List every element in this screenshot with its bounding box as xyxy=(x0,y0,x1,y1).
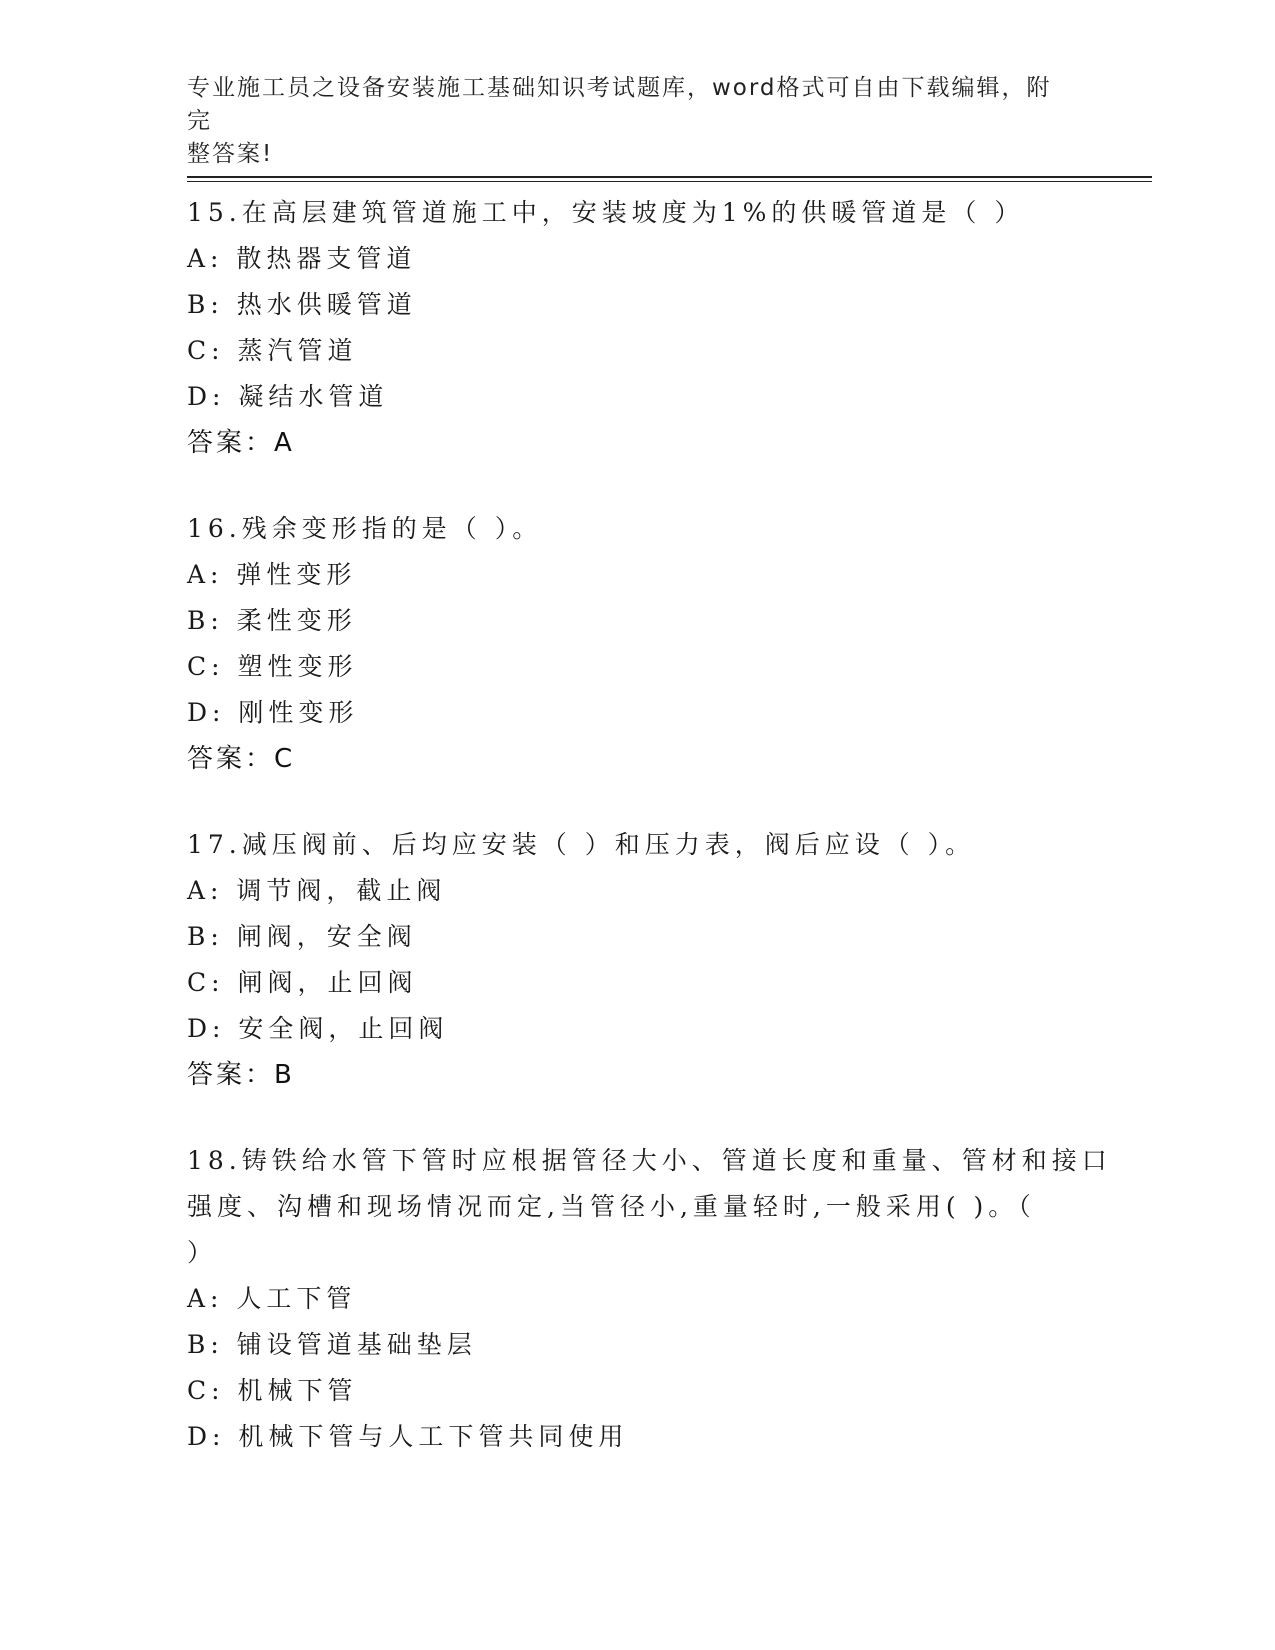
question-stem-line-2: 强度、沟槽和现场情况而定,当管径小,重量轻时,一般采用( )。（ xyxy=(187,1192,1036,1221)
question-list xyxy=(187,190,1112,1500)
header-line-2: 整答案! xyxy=(187,141,274,167)
option-b: B: 闸阀，安全阀 xyxy=(187,922,417,951)
answer-label: 答案：C xyxy=(187,744,296,774)
option-b: B: 热水供暖管道 xyxy=(187,290,417,319)
option-d: D: 安全阀，止回阀 xyxy=(187,1014,449,1043)
option-a: A: 调节阀，截止阀 xyxy=(187,876,447,905)
option-c: C: 蒸汽管道 xyxy=(187,336,358,365)
option-a: A: 弹性变形 xyxy=(187,560,357,589)
question-18 xyxy=(187,1138,1112,1460)
header-divider-thin xyxy=(187,181,1152,182)
option-d: D: 机械下管与人工下管共同使用 xyxy=(187,1422,629,1451)
question-stem-line-3: ） xyxy=(187,1238,218,1267)
question-stem: 17.减压阀前、后均应安装（ ）和压力表，阀后应设（ ）。 xyxy=(187,830,976,859)
option-b: B: 铺设管道基础垫层 xyxy=(187,1330,477,1359)
option-d: D: 刚性变形 xyxy=(187,698,359,727)
document-header xyxy=(187,72,1067,171)
question-stem: 16.残余变形指的是（ ）。 xyxy=(187,514,543,543)
option-a: A: 散热器支管道 xyxy=(187,244,417,273)
option-c: C: 闸阀，止回阀 xyxy=(187,968,418,997)
header-divider-thick xyxy=(187,176,1152,178)
answer-label: 答案：A xyxy=(187,428,295,458)
option-a: A: 人工下管 xyxy=(187,1284,357,1313)
question-15 xyxy=(187,190,1067,466)
header-line-1: 专业施工员之设备安装施工基础知识考试题库，word格式可自由下载编辑，附完 xyxy=(187,75,1052,134)
option-c: C: 塑性变形 xyxy=(187,652,358,681)
question-17 xyxy=(187,822,1067,1098)
question-16 xyxy=(187,506,1067,782)
option-d: D: 凝结水管道 xyxy=(187,382,389,411)
question-stem-line-1: 18.铸铁给水管下管时应根据管径大小、管道长度和重量、管材和接口 xyxy=(187,1146,1112,1175)
option-c: C: 机械下管 xyxy=(187,1376,358,1405)
question-stem: 15.在高层建筑管道施工中，安装坡度为1%的供暖管道是（ ） xyxy=(187,198,1025,227)
answer-label: 答案：B xyxy=(187,1060,295,1090)
option-b: B: 柔性变形 xyxy=(187,606,357,635)
